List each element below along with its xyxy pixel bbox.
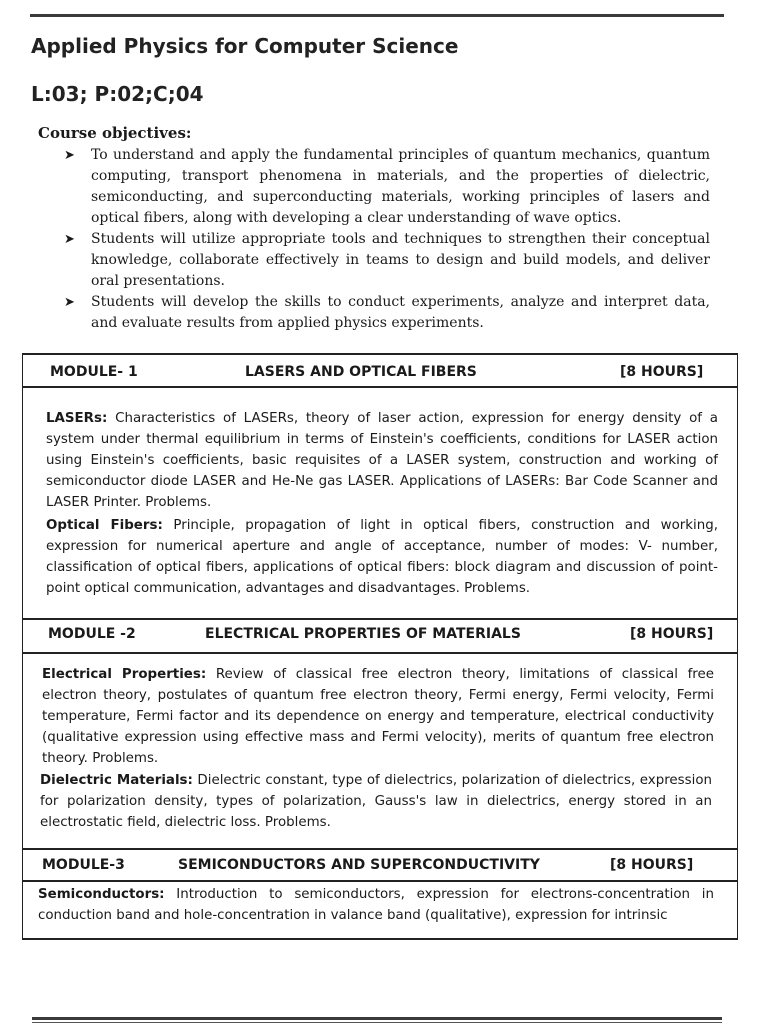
module-hours: [8 HOURS] bbox=[630, 626, 714, 642]
section-text: Principle, propagation of light in optical fibers, construction and working, expression for numerical aperture and angle of acceptance, number of modes: V- number, classification of optical fibers, applications of optical fibers: block diagram and discussion of point-point optical communication, advantages and disadvantages. Problems. bbox=[46, 518, 718, 596]
module-label: MODULE -2 bbox=[48, 626, 136, 642]
objectives-heading: Course objectives: bbox=[38, 124, 192, 142]
module-label: MODULE- 1 bbox=[50, 364, 138, 380]
module-section bbox=[40, 770, 712, 833]
module-hours: [8 HOURS] bbox=[610, 857, 694, 873]
objectives-list bbox=[60, 145, 710, 334]
table-border bbox=[22, 848, 738, 850]
section-heading: LASERs: bbox=[46, 411, 108, 426]
module-hours: [8 HOURS] bbox=[620, 364, 704, 380]
arrow-bullet-icon: ➤ bbox=[64, 148, 75, 163]
module-section bbox=[46, 515, 718, 599]
table-border bbox=[22, 353, 738, 355]
arrow-bullet-icon: ➤ bbox=[64, 232, 75, 247]
section-heading: Optical Fibers: bbox=[46, 518, 163, 533]
section-heading: Electrical Properties: bbox=[42, 667, 207, 682]
section-heading: Semiconductors: bbox=[38, 887, 165, 902]
table-border bbox=[22, 652, 738, 654]
top-rule bbox=[30, 14, 724, 17]
bottom-rule-thin bbox=[32, 1022, 722, 1023]
course-title: Applied Physics for Computer Science bbox=[31, 34, 459, 58]
module-title: SEMICONDUCTORS AND SUPERCONDUCTIVITY bbox=[178, 857, 540, 873]
table-border bbox=[22, 386, 738, 388]
table-border bbox=[22, 938, 738, 940]
section-text: Introduction to semiconductors, expression for electrons-concentration in conduction band and hole-concentration in valance band (qualitative), expression for intrinsic bbox=[38, 887, 714, 923]
course-credits: L:03; P:02;C;04 bbox=[31, 82, 204, 106]
section-text: Characteristics of LASERs, theory of laser action, expression for energy density of a system under thermal equilibrium in terms of Einstein's coefficients, conditions for LASER action using Einstein's coefficients, basic requisites of a LASER system, construction and working of semiconductor diode LASER and He-Ne gas LASER. Applications of LASERs: Bar Code Scanner and LASER Printer. Problems. bbox=[46, 411, 718, 510]
arrow-bullet-icon: ➤ bbox=[64, 295, 75, 310]
module-section bbox=[46, 408, 718, 513]
objective-item: ➤ Students will utilize appropriate tools and techniques to strengthen their conceptual knowledge, collaborate effectively in teams to design and build models, and deliver oral presentations. bbox=[64, 231, 710, 289]
module-section bbox=[38, 884, 714, 926]
table-border bbox=[22, 880, 738, 882]
module-label: MODULE-3 bbox=[42, 857, 125, 873]
module-title: ELECTRICAL PROPERTIES OF MATERIALS bbox=[205, 626, 521, 642]
table-border bbox=[22, 618, 738, 620]
section-text: Review of classical free electron theory, limitations of classical free electron theory, postulates of quantum free electron theory, Fermi energy, Fermi velocity, Fermi temperature, Fermi factor and its dependence on energy and temperature, electrical conductivity (qualitative expression using effective mass and Fermi velocity), merits of quantum free electron theory. Problems. bbox=[42, 667, 714, 766]
module-title: LASERS AND OPTICAL FIBERS bbox=[245, 364, 477, 380]
objective-item: ➤ Students will develop the skills to conduct experiments, analyze and interpret data, and evaluate results from applied physics experiments. bbox=[64, 294, 710, 331]
section-text: Dielectric constant, type of dielectrics, polarization of dielectrics, expression for polarization density, types of polarization, Gauss's law in dielectrics, energy stored in an electrostatic field, dielectric loss. Problems. bbox=[40, 773, 712, 830]
module-section bbox=[42, 664, 714, 769]
section-heading: Dielectric Materials: bbox=[40, 773, 193, 788]
objective-item: ➤ To understand and apply the fundamental principles of quantum mechanics, quantum computing, transport phenomena in materials, and the properties of dielectric, semiconducting, and superconducting materials, working principles of lasers and optical fibers, along with developing a clear understanding of wave optics. bbox=[64, 147, 710, 226]
bottom-rule bbox=[32, 1017, 722, 1020]
